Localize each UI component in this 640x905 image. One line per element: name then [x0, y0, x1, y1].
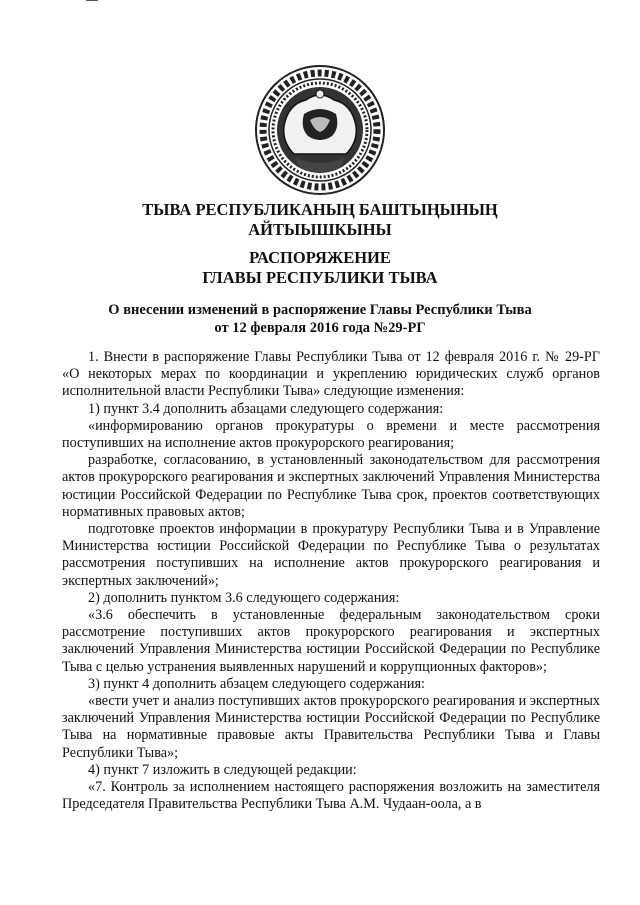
paragraph: 2) дополнить пунктом 3.6 следующего содержания:	[88, 589, 400, 606]
tuvan-header-line2: АЙТЫЫШКЫНЫ	[248, 220, 392, 239]
paragraph: «вести учет и анализ поступивших актов прокурорского реагирования и экспертных заключений Управления Министерства юстиции Российской Федерации по Республике Тыва на нормативные правовые акты Правительства Республики Тыва и Главы Республики Тыва»;	[62, 693, 600, 761]
paragraph: разработке, согласованию, в установленный законодательством для рассмотрения актов прокурорского реагирования и экспертных заключений Управления Министерства юстиции Российской Федерации по Республике Тыва срок, проектов соответствующих нормативных правовых актов;	[62, 452, 600, 520]
paragraph: «информированию органов прокуратуры о времени и месте рассмотрения поступивших на исполнение актов прокурорского реагирования;	[62, 417, 600, 452]
paragraph: подготовке проектов информации в прокуратуру Республики Тыва и в Управление Министерства юстиции Российской Федерации по Республике Тыва о результатах рассмотрения поступивших на исполнение актов прокурорского реагирования и экспертных заключений»;	[62, 521, 600, 589]
document-title-line1: О внесении изменений в распоряжение Главы Республики Тыва	[108, 302, 532, 318]
paragraph: «3.6 обеспечить в установленные федеральным законодательством сроки рассмотрение поступивших актов прокурорского реагирования и экспертных заключений Управления Министерства юстиции Российской Федерации по Республике Тыва с целью устранения выявленных нарушений и коррупционных факторов»;	[62, 607, 600, 675]
russian-header-line1: РАСПОРЯЖЕНИЕ	[249, 248, 391, 267]
paragraph: «7. Контроль за исполнением настоящего распоряжения возложить на заместителя Председателя Правительства Республики Тыва А.М. Чудаан-оола, а в	[62, 779, 600, 813]
coat-of-arms-emblem	[254, 64, 386, 196]
paragraph: 3) пункт 4 дополнить абзацем следующего содержания:	[88, 675, 425, 692]
tuvan-header-line1: ТЫВА РЕСПУБЛИКАНЫҢ БАШТЫҢЫНЫҢ	[142, 200, 498, 219]
document-title	[0, 301, 640, 337]
paragraph: 1. Внести в распоряжение Главы Республики Тыва от 12 февраля 2016 г. № 29-РГ «О некоторых мерах по координации и укреплению юридических служб органов исполнительной власти Республики Тыва» следующие изменения:	[62, 349, 600, 400]
russian-header	[0, 248, 640, 288]
paragraph: 1) пункт 3.4 дополнить абзацами следующего содержания:	[88, 400, 444, 417]
document-body	[62, 349, 600, 813]
scan-mark	[86, 0, 98, 1]
russian-header-line2: ГЛАВЫ РЕСПУБЛИКИ ТЫВА	[202, 268, 438, 287]
paragraph: 4) пункт 7 изложить в следующей редакции:	[88, 761, 357, 778]
tuvan-header	[0, 200, 640, 240]
document-title-line2: от 12 февраля 2016 года №29-РГ	[214, 320, 426, 336]
